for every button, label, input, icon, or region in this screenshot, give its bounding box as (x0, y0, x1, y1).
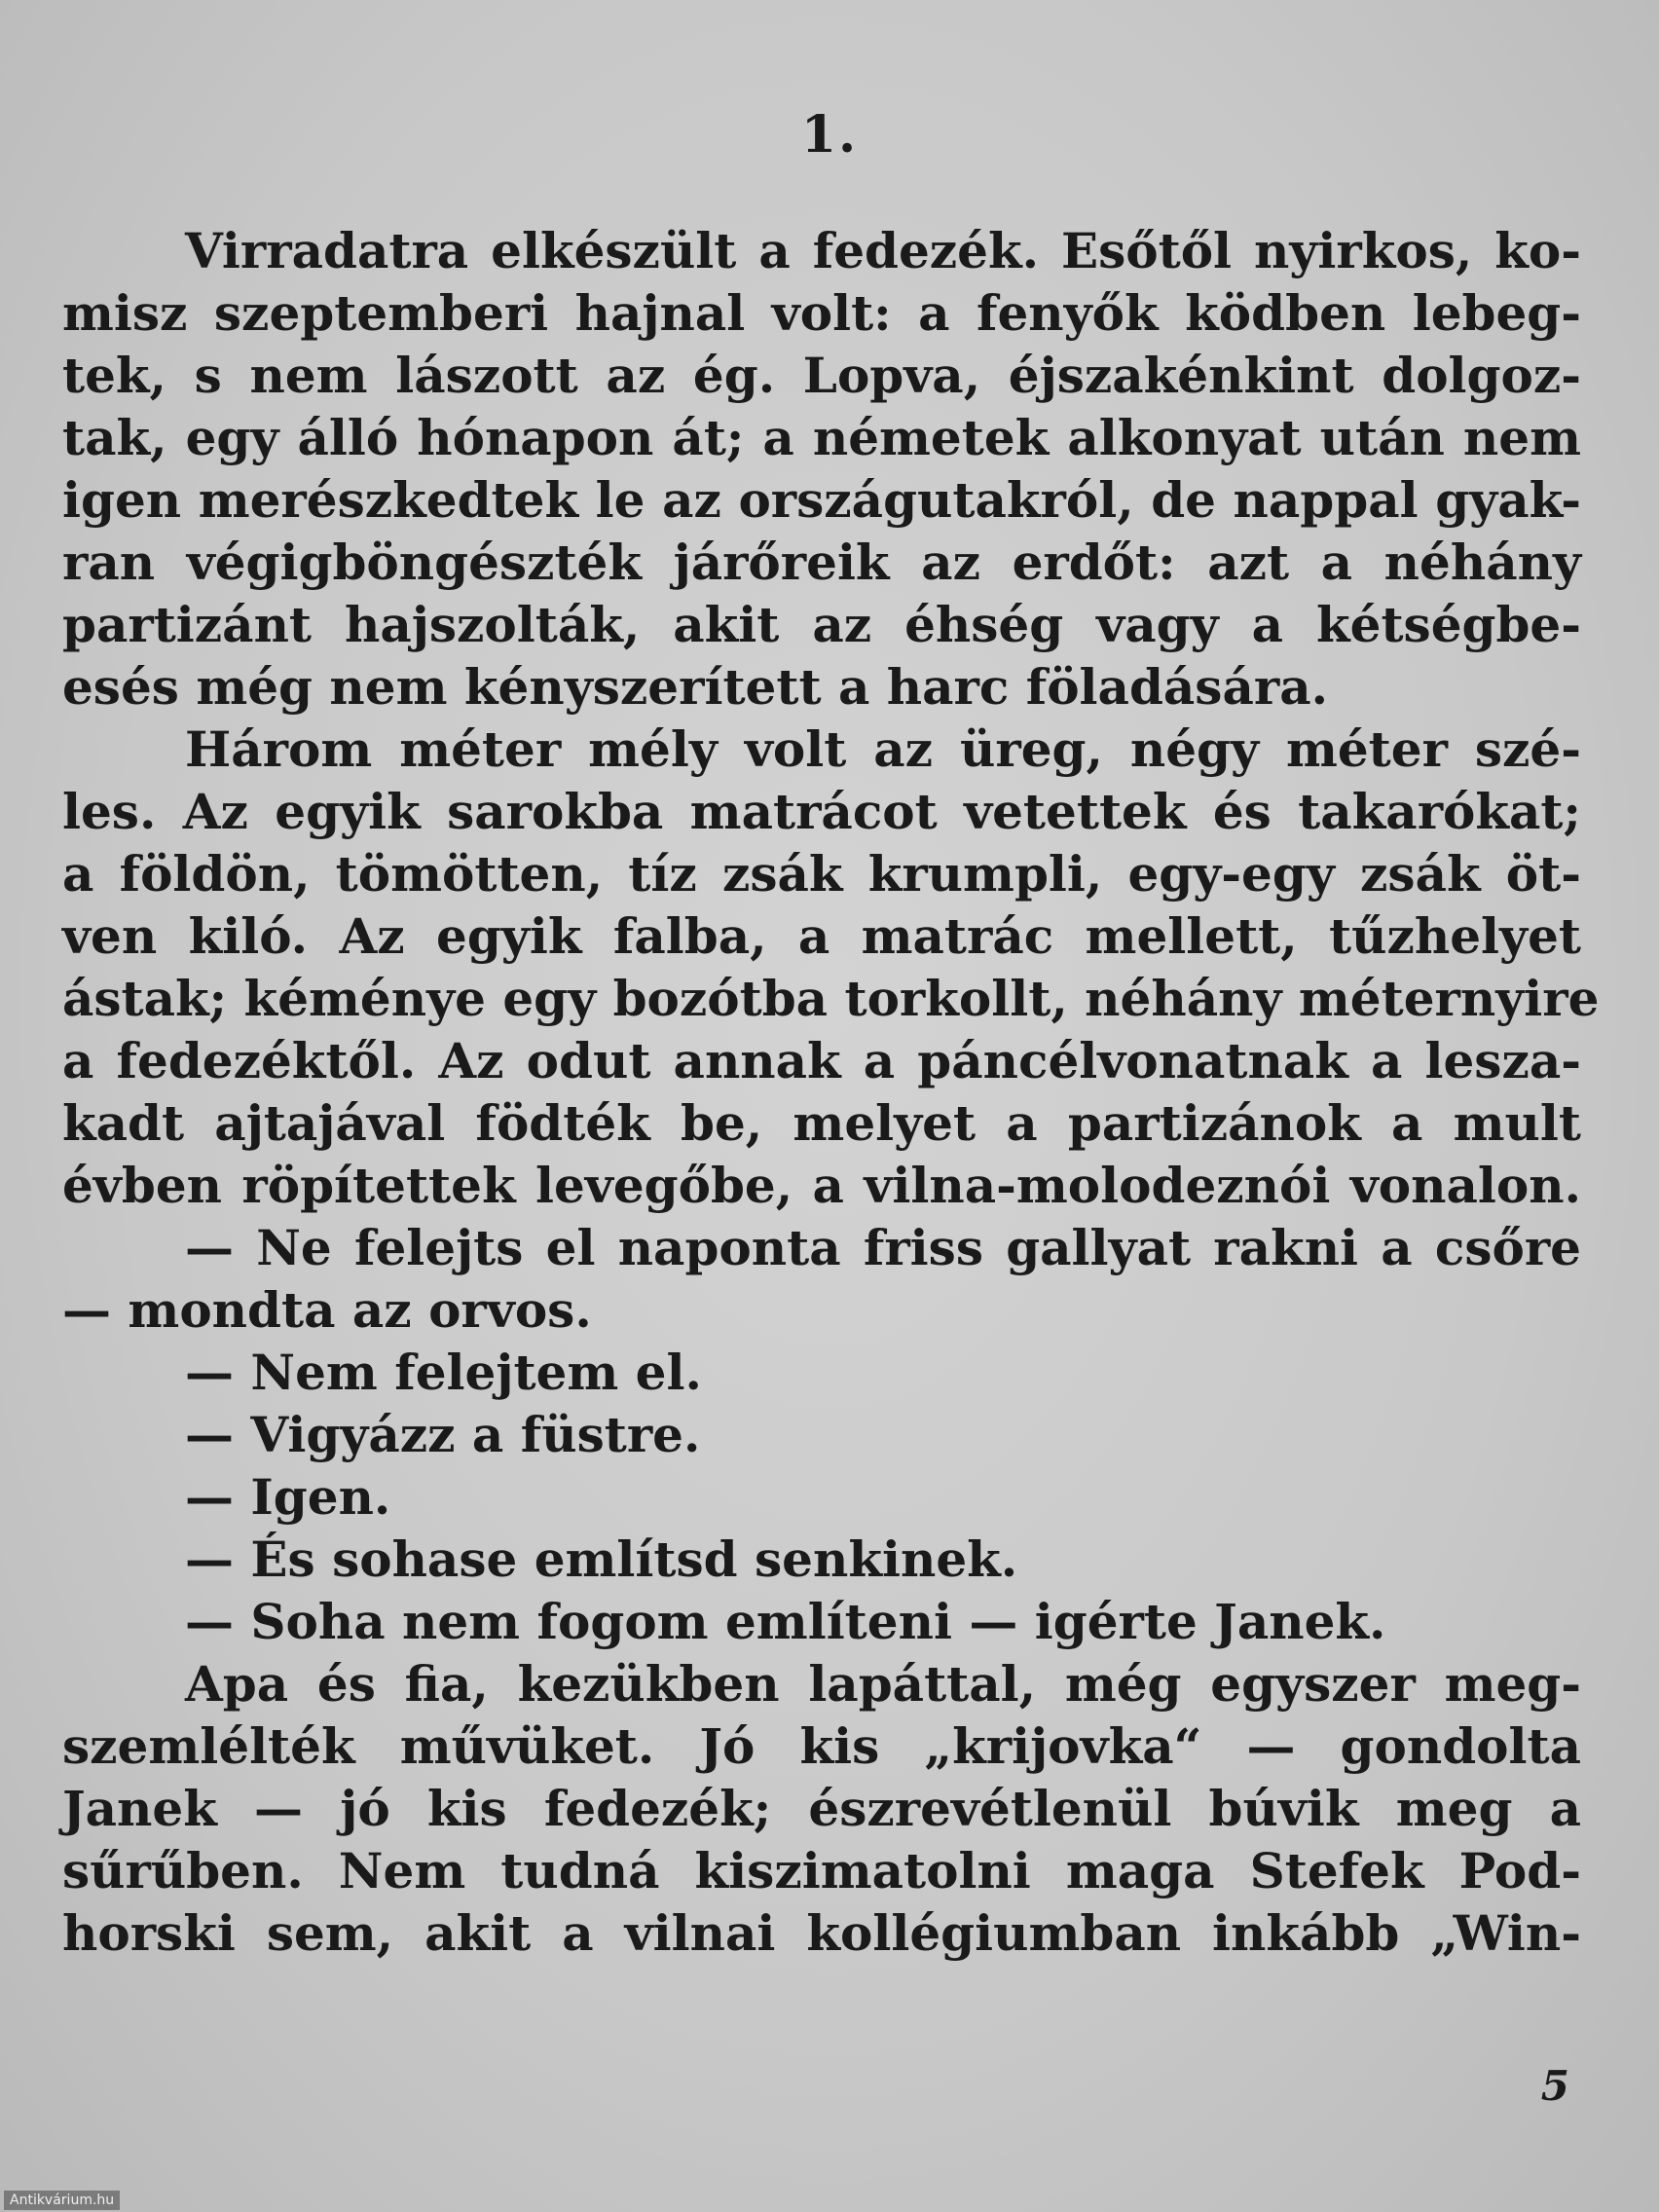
text-line: Virradatra elkészült a fedezék. Esőtől nyirkos, ko- (185, 222, 1581, 279)
watermark: Antikvárium.hu (4, 2191, 120, 2210)
text-line: ran végigböngészték járőreik az erdőt: azt a néhány (62, 534, 1581, 591)
text-line: les. Az egyik sarokba matrácot vetettek és takarókat; (62, 783, 1581, 840)
text-line: sűrűben. Nem tudná kiszimatolni maga Stefek Pod- (62, 1842, 1581, 1899)
text-line: igen merészkedtek le az országutakról, de nappal gyak- (62, 471, 1581, 529)
text-line: tek, s nem lászott az ég. Lopva, éjszakénkint dolgoz- (62, 347, 1581, 404)
text-line: szemlélték művüket. Jó kis „krijovka“ — gondolta (62, 1717, 1581, 1775)
text-line: a földön, tömötten, tíz zsák krumpli, egy-egy zsák öt- (62, 845, 1581, 903)
text-line: kadt ajtajával födték be, melyet a partizánok a mult (62, 1094, 1581, 1152)
dialogue-line: — Nem felejtem el. (185, 1344, 702, 1401)
text-line: ástak; kéménye egy bozótba torkollt, néhány méternyire (62, 970, 1600, 1027)
text-line: misz szeptemberi hajnal volt: a fenyők ködben lebeg- (62, 284, 1581, 342)
text-line: Janek — jó kis fedezék; észrevétlenül búvik meg a (62, 1780, 1581, 1837)
dialogue-line: — Igen. (185, 1468, 391, 1526)
text-line: horski sem, akit a vilnai kollégiumban inkább „Win- (62, 1904, 1581, 1962)
text-line: esés még nem kényszerített a harc föladására. (62, 658, 1328, 716)
text-line: Három méter mély volt az üreg, négy méter szé- (185, 720, 1581, 778)
page-number: 5 (1540, 2062, 1569, 2110)
dialogue-line: — Soha nem fogom említeni — igérte Janek. (185, 1593, 1386, 1650)
dialogue-line: — És sohase említsd senkinek. (185, 1530, 1018, 1588)
text-line: ven kiló. Az egyik falba, a matrác mellett, tűzhelyet (62, 907, 1581, 965)
dialogue-line: — Vigyázz a füstre. (185, 1406, 701, 1463)
dialogue-line: — mondta az orvos. (62, 1281, 592, 1339)
text-line: évben röpítettek levegőbe, a vilna-molodeznói vonalon. (62, 1157, 1581, 1214)
dialogue-line: — Ne felejts el naponta friss gallyat rakni a csőre (185, 1219, 1581, 1276)
text-line: tak, egy álló hónapon át; a németek alkonyat után nem (62, 409, 1581, 466)
chapter-number: 1. (800, 105, 859, 165)
text-line: a fedezéktől. Az odut annak a páncélvonatnak a lesza- (62, 1032, 1581, 1089)
text-line: Apa és fia, kezükben lapáttal, még egyszer meg- (185, 1655, 1581, 1713)
text-line: partizánt hajszolták, akit az éhség vagy a kétségbe- (62, 596, 1581, 653)
body-text (62, 220, 1600, 1965)
